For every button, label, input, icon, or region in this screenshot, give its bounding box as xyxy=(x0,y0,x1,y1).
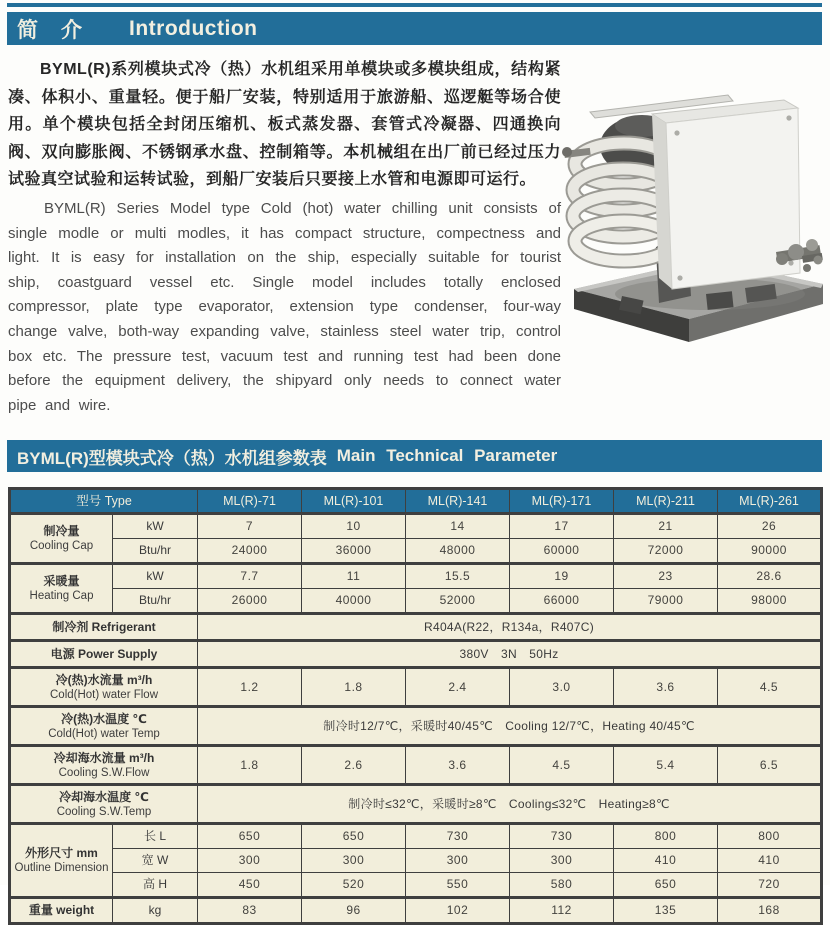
parameter-header-bar xyxy=(7,440,822,472)
model-header: ML(R)-71 xyxy=(198,489,302,514)
value-cell: 7.7 xyxy=(198,564,302,589)
value-cell: 2.6 xyxy=(302,746,406,785)
value-cell: 15.5 xyxy=(406,564,510,589)
seawater-temp-label: 冷却海水温度 ℃ Cooling S.W.Temp xyxy=(10,785,198,824)
value-cell: 112 xyxy=(510,898,614,924)
intro-header-zh: 简 介 xyxy=(17,18,83,42)
value-cell: 410 xyxy=(718,849,822,873)
value-cell: 36000 xyxy=(302,539,406,564)
value-cell: 1.2 xyxy=(198,668,302,707)
value-cell: 40000 xyxy=(302,589,406,614)
value-cell: 800 xyxy=(614,824,718,849)
water-temp-label: 冷(热)水温度 ℃ Cold(Hot) water Temp xyxy=(10,707,198,746)
unit-cell: kW xyxy=(113,514,198,539)
type-header-cell: 型号 Type xyxy=(10,489,198,514)
unit-cell: kg xyxy=(113,898,198,924)
value-cell: 6.5 xyxy=(718,746,822,785)
model-header: ML(R)-141 xyxy=(406,489,510,514)
value-cell: 300 xyxy=(406,849,510,873)
value-cell: 5.4 xyxy=(614,746,718,785)
value-cell: 730 xyxy=(510,824,614,849)
seawater-temp-row xyxy=(10,785,822,824)
seawater-temp-value: 制冷时≤32℃，采暖时≥8℃ Cooling≤32℃ Heating≥8℃ xyxy=(198,785,822,824)
value-cell: 300 xyxy=(198,849,302,873)
value-cell: 96 xyxy=(302,898,406,924)
heating-cap-label: 采暖量 Heating Cap xyxy=(10,564,113,614)
parameter-table xyxy=(8,487,823,925)
value-cell: 4.5 xyxy=(510,746,614,785)
seawater-flow-label: 冷却海水流量 m³/h Cooling S.W.Flow xyxy=(10,746,198,785)
value-cell: 98000 xyxy=(718,589,822,614)
value-cell: 580 xyxy=(510,873,614,898)
power-supply-row xyxy=(10,641,822,668)
dimension-label: 外形尺寸 mm Outline Dimension xyxy=(10,824,113,898)
dimension-width-row xyxy=(10,849,822,873)
model-header: ML(R)-211 xyxy=(614,489,718,514)
value-cell: 3.6 xyxy=(406,746,510,785)
value-cell: 7 xyxy=(198,514,302,539)
power-supply-label: 电源 Power Supply xyxy=(10,641,198,668)
value-cell: 72000 xyxy=(614,539,718,564)
value-cell: 550 xyxy=(406,873,510,898)
cooling-btu-row xyxy=(10,539,822,564)
value-cell: 300 xyxy=(302,849,406,873)
heating-btu-row xyxy=(10,589,822,614)
value-cell: 3.0 xyxy=(510,668,614,707)
water-flow-label: 冷(热)水流量 m³/h Cold(Hot) water Flow xyxy=(10,668,198,707)
value-cell: 2.4 xyxy=(406,668,510,707)
intro-text-column xyxy=(8,56,561,418)
water-temp-row xyxy=(10,707,822,746)
value-cell: 1.8 xyxy=(198,746,302,785)
value-cell: 19 xyxy=(510,564,614,589)
value-cell: 52000 xyxy=(406,589,510,614)
unit-cell: 长 L xyxy=(113,824,198,849)
parameter-header-zh: BYML(R)型模块式冷（热）水机组参数表 xyxy=(17,448,327,468)
power-supply-value: 380V 3N 50Hz xyxy=(198,641,822,668)
value-cell: 520 xyxy=(302,873,406,898)
value-cell: 650 xyxy=(302,824,406,849)
value-cell: 1.8 xyxy=(302,668,406,707)
model-header: ML(R)-171 xyxy=(510,489,614,514)
value-cell: 79000 xyxy=(614,589,718,614)
product-photo xyxy=(560,56,830,356)
value-cell: 28.6 xyxy=(718,564,822,589)
value-cell: 10 xyxy=(302,514,406,539)
value-cell: 26 xyxy=(718,514,822,539)
unit-cell: Btu/hr xyxy=(113,539,198,564)
value-cell: 800 xyxy=(718,824,822,849)
value-cell: 3.6 xyxy=(614,668,718,707)
value-cell: 11 xyxy=(302,564,406,589)
value-cell: 410 xyxy=(614,849,718,873)
model-header: ML(R)-261 xyxy=(718,489,822,514)
value-cell: 730 xyxy=(406,824,510,849)
value-cell: 102 xyxy=(406,898,510,924)
intro-paragraph-en: BYML(R) Series Model type Cold (hot) water chilling unit consists of single modle or multi modles, it has compact structure, compectness and light. It is easy for installation on the ship, especially suitable for tourist ship, coastguard vessel etc. Single model includes totally enclosed compressor, plate type evaporator, extension type condenser, four-way change valve, both-way expanding valve, stainless steel water trip, control box etc. The pressure test, vacuum test and running test had been done before the equipment delivery, the shipyard only needs to connect water pipe and wire. xyxy=(8,199,561,414)
value-cell: 300 xyxy=(510,849,614,873)
dimension-height-row xyxy=(10,873,822,898)
value-cell: 90000 xyxy=(718,539,822,564)
refrigerant-row xyxy=(10,614,822,641)
value-cell: 14 xyxy=(406,514,510,539)
unit-cell: 宽 W xyxy=(113,849,198,873)
refrigerant-value: R404A(R22，R134a，R407C) xyxy=(198,614,822,641)
intro-paragraph-zh: BYML(R)系列模块式冷（热）水机组采用单模块或多模块组成，结构紧凑、体积小、重量轻。便于船厂安装，特别适用于旅游船、巡逻艇等场合使用。单个模块包括全封闭压缩机、板式蒸发器、套管式冷凝器、四通换向阀、双向膨胀阀、不锈钢承水盘、控制箱等。本机械组在出厂前已经过压力试验真空试验和运转试验，到船厂安装后只要接上水管和电源即可运行。 xyxy=(8,61,561,189)
value-cell: 650 xyxy=(614,873,718,898)
water-temp-value: 制冷时12/7℃，采暖时40/45℃ Cooling 12/7℃，Heating 40/45℃ xyxy=(198,707,822,746)
unit-cell: 高 H xyxy=(113,873,198,898)
weight-row xyxy=(10,898,822,924)
chiller-unit-illustration xyxy=(560,56,830,356)
value-cell: 720 xyxy=(718,873,822,898)
unit-cell: kW xyxy=(113,564,198,589)
unit-cell: Btu/hr xyxy=(113,589,198,614)
parameter-header-en: Main Technical Parameter xyxy=(336,446,558,465)
intro-header-en: Introduction xyxy=(129,16,258,40)
value-cell: 135 xyxy=(614,898,718,924)
value-cell: 60000 xyxy=(510,539,614,564)
weight-label: 重量 weight xyxy=(10,898,113,924)
value-cell: 650 xyxy=(198,824,302,849)
value-cell: 23 xyxy=(614,564,718,589)
value-cell: 26000 xyxy=(198,589,302,614)
cooling-kw-row xyxy=(10,514,822,539)
top-rule xyxy=(7,3,822,7)
water-flow-row xyxy=(10,668,822,707)
seawater-flow-row xyxy=(10,746,822,785)
value-cell: 450 xyxy=(198,873,302,898)
value-cell: 21 xyxy=(614,514,718,539)
value-cell: 83 xyxy=(198,898,302,924)
heating-kw-row xyxy=(10,564,822,589)
table-header-row xyxy=(10,489,822,514)
value-cell: 66000 xyxy=(510,589,614,614)
value-cell: 17 xyxy=(510,514,614,539)
intro-header-bar xyxy=(7,12,822,45)
value-cell: 24000 xyxy=(198,539,302,564)
model-header: ML(R)-101 xyxy=(302,489,406,514)
value-cell: 48000 xyxy=(406,539,510,564)
cooling-cap-label: 制冷量 Cooling Cap xyxy=(10,514,113,564)
value-cell: 4.5 xyxy=(718,668,822,707)
value-cell: 168 xyxy=(718,898,822,924)
dimension-length-row xyxy=(10,824,822,849)
refrigerant-label: 制冷剂 Refrigerant xyxy=(10,614,198,641)
